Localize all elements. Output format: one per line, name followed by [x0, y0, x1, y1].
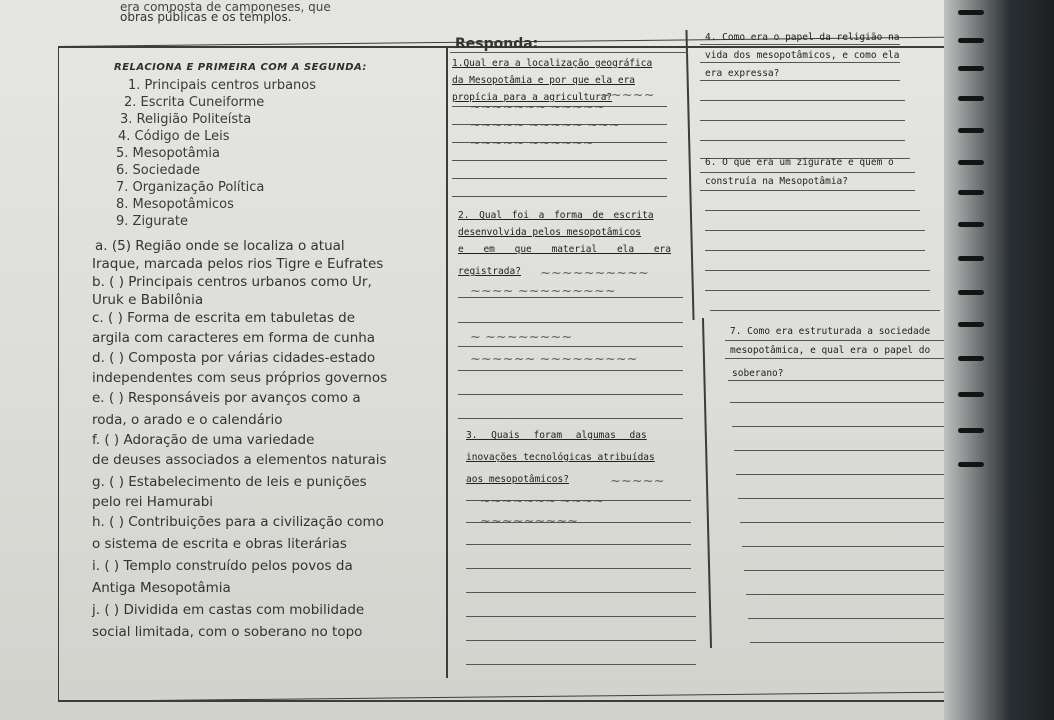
answer-line [466, 640, 696, 641]
question-4-line: era expressa? [705, 68, 780, 79]
answer-line [466, 616, 696, 617]
match-line: c. ( ) Forma de escrita em tabuletas de [92, 310, 356, 326]
binding-coil [958, 160, 984, 165]
match-line: j. ( ) Dividida em castas com mobilidade [92, 602, 365, 618]
answer-line [700, 80, 900, 81]
answer-line [452, 178, 667, 179]
match-line: Antiga Mesopotâmia [92, 580, 231, 596]
answer-line [705, 290, 930, 291]
title-underline [450, 52, 688, 53]
match-line: o sistema de escrita e obras literárias [92, 536, 347, 552]
match-line: h. ( ) Contribuições para a civilização como [92, 514, 384, 530]
list-item: 9. Zigurate [116, 214, 188, 229]
question-1-line: da Mesopotâmia e por que ela era [452, 75, 636, 86]
match-line: Uruk e Babilônia [92, 292, 204, 308]
match-line: f. ( ) Adoração de uma variedade [92, 432, 315, 448]
frame-bottom-line [58, 700, 1020, 702]
binding-coil [958, 38, 984, 43]
question-7-line: mesopotâmica, e qual era o papel do [730, 345, 931, 356]
answer-line [452, 196, 667, 197]
question-7-line: 7. Como era estruturada a sociedade [730, 326, 931, 337]
answer-line [466, 544, 691, 545]
answer-line [705, 250, 925, 251]
answer-line [466, 568, 691, 569]
answer-line [458, 322, 683, 323]
answer-line [458, 346, 683, 347]
list-item: 3. Religião Politeísta [120, 112, 252, 127]
match-line: de deuses associados a elementos naturais [92, 452, 387, 468]
match-line: g. ( ) Estabelecimento de leis e punições [92, 474, 367, 490]
answer-line [452, 160, 667, 161]
handwritten-answer: ~~~~~~~~~~ [540, 266, 649, 281]
answer-line [700, 62, 900, 63]
answer-line [700, 120, 905, 121]
answer-line [700, 140, 905, 141]
answer-line [458, 370, 683, 371]
answer-line [725, 358, 955, 359]
list-item: 2. Escrita Cuneiforme [124, 95, 265, 110]
binding-coil [958, 256, 984, 261]
question-1-line: 1.Qual era a localização geográfica [452, 58, 653, 69]
match-line: d. ( ) Composta por várias cidades-estado [92, 350, 376, 366]
binding-coil [958, 190, 984, 195]
answer-line [734, 450, 969, 451]
binding-coil [958, 10, 984, 15]
match-line: social limitada, com o soberano no topo [92, 624, 363, 640]
answer-line [710, 310, 940, 311]
question-7-line: soberano? [732, 368, 784, 379]
question-2-line: desenvolvida pelos mesopotâmicos [458, 227, 642, 238]
answer-line [705, 230, 925, 231]
list-item: 4. Código de Leis [118, 129, 230, 144]
binding-coil [958, 322, 984, 327]
question-3-line: aos mesopotâmicos? [466, 474, 569, 485]
match-line: Iraque, marcada pelos rios Tigre e Eufrates [92, 256, 384, 272]
handwritten-answer: ~~~~~ ~~~~~ ~~~ [470, 118, 620, 133]
question-1-line: propícia para a agricultura? [452, 92, 613, 103]
binding-coil [958, 128, 984, 133]
question-2-line: e em que material ela era [458, 244, 671, 255]
handwritten-answer: ~ ~~~~~~~~ [470, 330, 573, 345]
top-text-line: obras públicas e os templos. [120, 10, 292, 24]
list-item: 8. Mesopotâmicos [116, 197, 234, 212]
answer-line [725, 340, 955, 341]
answer-line [458, 418, 683, 419]
top-partial-text: era composta de camponeses, que [120, 0, 331, 14]
match-line: e. ( ) Responsáveis por avanços como a [92, 390, 361, 406]
section-title: Responda: [455, 36, 539, 52]
handwritten-answer: ~~~~~~~~~ [480, 514, 579, 529]
binding-coil [958, 428, 984, 433]
handwritten-answer: ~~~~~ [610, 474, 665, 489]
answer-line [700, 172, 915, 173]
question-4-line: 4. Como era o papel da religião na [705, 32, 900, 43]
binding-coil [958, 290, 984, 295]
binding-coil [958, 222, 984, 227]
answer-line [705, 210, 920, 211]
list-item: 6. Sociedade [116, 163, 200, 178]
answer-line [705, 270, 930, 271]
match-line: independentes com seus próprios governos [92, 370, 388, 386]
binding-coil [958, 356, 984, 361]
handwritten-answer: ~~~~~ ~~~~~~ [470, 136, 594, 151]
answer-line [466, 664, 696, 665]
handwritten-answer: ~~~~~~~ ~~~~~ [470, 100, 605, 115]
question-6-line: 6. O que era um zigurate e quem o [705, 157, 894, 168]
question-2-line: 2. Qual foi a forma de escrita [458, 210, 654, 221]
question-2-line: registrada? [458, 266, 521, 277]
handwritten-answer: ~~~~~~ ~~~~~~~~~ [470, 352, 638, 367]
binding-coil [958, 462, 984, 467]
question-4-line: vida dos mesopotâmicos, e como ela [705, 50, 900, 61]
handwritten-answer: ~~~~~ [600, 88, 655, 103]
answer-line [732, 426, 967, 427]
list-item: 1. Principais centros urbanos [128, 78, 317, 93]
match-line: argila com caracteres em forma de cunha [92, 330, 376, 346]
answer-line [728, 380, 958, 381]
match-line: b. ( ) Principais centros urbanos como Ur, [92, 274, 372, 290]
section-heading: RELACIONA E PRIMEIRA COM A SEGUNDA: [114, 62, 367, 73]
match-line: pelo rei Hamurabi [92, 494, 214, 510]
binding-coil [958, 66, 984, 71]
match-line: roda, o arado e o calendário [92, 412, 283, 428]
match-line: a. (5) Região onde se localiza o atual [95, 238, 345, 254]
question-6-line: construía na Mesopotâmia? [705, 176, 848, 187]
answer-line [700, 190, 915, 191]
question-3-line: 3. Quais foram algumas das [466, 430, 647, 441]
handwritten-answer: ~~~~~~~ ~~~~ [480, 494, 604, 509]
answer-line [458, 394, 683, 395]
answer-line [736, 474, 976, 475]
answer-line [700, 100, 905, 101]
match-line: i. ( ) Templo construído pelos povos da [92, 558, 353, 574]
list-item: 5. Mesopotâmia [116, 146, 220, 161]
answer-line [700, 44, 900, 45]
handwritten-answer: ~~~~ ~~~~~~~~~ [470, 284, 616, 299]
question-3-line: inovações tecnológicas atribuídas [466, 452, 655, 463]
answer-line [730, 402, 965, 403]
list-item: 7. Organização Política [116, 180, 265, 195]
answer-line [738, 498, 978, 499]
answer-line [466, 592, 696, 593]
binding-coil [958, 96, 984, 101]
binding-coil [958, 392, 984, 397]
column-divider-left [446, 46, 448, 678]
